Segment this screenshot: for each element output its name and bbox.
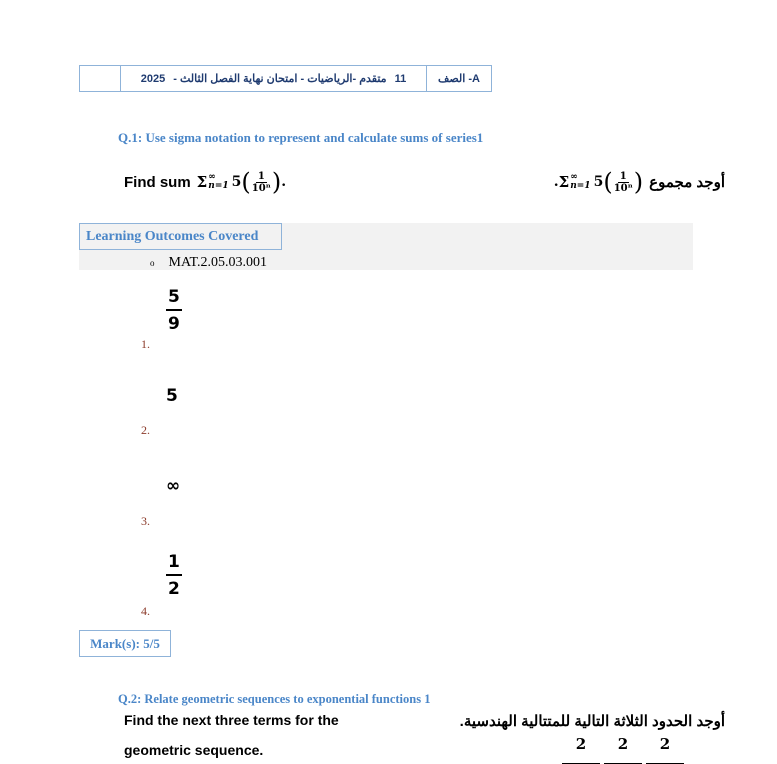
- q1-prompt-en: [124, 170, 286, 194]
- sigma-upper-ar: ∞: [570, 172, 578, 182]
- option-4-denominator: 2: [168, 579, 180, 599]
- sigma-symbol-ar: Σ: [558, 173, 570, 191]
- sigma-lower-ar: n=1: [570, 181, 591, 191]
- series-fraction-ar: [614, 171, 633, 194]
- q2-fraction-3: 2: [646, 735, 684, 764]
- header-title-cell: [121, 66, 427, 91]
- header-year: 2025: [140, 72, 166, 85]
- learning-outcome-item: [150, 255, 267, 271]
- option-1-value[interactable]: [166, 287, 182, 334]
- q1-sum-expression-en: [197, 170, 286, 194]
- q1-title: Q.1: Use sigma notation to represent and calculate sums of series1: [118, 130, 484, 145]
- bullet-circle: o: [150, 258, 155, 268]
- option-2-number: 2.: [141, 423, 150, 437]
- left-paren: (: [241, 168, 251, 196]
- option-2-value[interactable]: 5: [166, 386, 178, 406]
- q1-prompt-ar-text: أوجد مجموع: [649, 174, 725, 191]
- coefficient-ar: 5: [593, 174, 604, 190]
- q2-fraction-1: 2: [562, 735, 600, 764]
- marks-badge: Mark(s): 5/5: [79, 630, 171, 657]
- q1-prompt-en-text: Find sum: [124, 173, 191, 191]
- coefficient: 5: [231, 174, 242, 190]
- header-grade-number: 11: [394, 72, 407, 85]
- q2-prompt-en-line2: geometric sequence.: [124, 742, 264, 758]
- series-fraction: [252, 171, 271, 194]
- option-4-numerator: 1: [166, 552, 182, 576]
- option-1-number: 1.: [141, 337, 150, 351]
- header-grade-label: A- الصف: [437, 73, 480, 85]
- sigma-bounds-ar: [570, 173, 590, 191]
- header-exam-title: متقدم -الرياضيات - امتحان نهاية الفصل الثالث -: [173, 73, 387, 85]
- q2-fraction-2: 2: [604, 735, 642, 764]
- q1-end-en: .: [281, 174, 287, 190]
- sigma-lower: n=1: [208, 181, 229, 191]
- q2-prompt-ar: أوجد الحدود الثلاثة التالية للمتتالية الهندسية.: [459, 713, 725, 730]
- option-4-value[interactable]: [166, 552, 182, 599]
- q1-end-ar: .: [553, 174, 559, 190]
- learning-outcomes-title: Learning Outcomes Covered: [79, 223, 282, 250]
- sigma-symbol: Σ: [196, 173, 208, 191]
- fraction-denominator: 10ⁿ: [251, 182, 271, 194]
- option-1-numerator: 5: [166, 287, 182, 311]
- right-paren-ar: ): [633, 168, 644, 196]
- option-3-value[interactable]: ∞: [166, 476, 181, 496]
- sigma-upper: ∞: [208, 172, 216, 182]
- learning-outcome-code: MAT.2.05.03.001: [168, 255, 268, 270]
- option-1-denominator: 9: [168, 314, 180, 334]
- exam-header: [79, 65, 492, 92]
- q1-prompt-ar: [548, 170, 725, 194]
- option-4-number: 4.: [141, 604, 150, 618]
- fraction-denominator-ar: 10ⁿ: [613, 182, 633, 194]
- left-paren-ar: (: [603, 168, 613, 196]
- option-3-number: 3.: [141, 514, 150, 528]
- fraction-numerator: 1: [257, 170, 265, 182]
- q1-sum-expression-ar: [554, 170, 643, 194]
- header-blank-cell: [80, 66, 121, 91]
- right-paren: ): [271, 168, 282, 196]
- sigma-bounds: [208, 173, 228, 191]
- header-grade-cell: [427, 66, 491, 91]
- q2-prompt-en-line1: Find the next three terms for the: [124, 712, 339, 728]
- q2-title: Q.2: Relate geometric sequences to exponential functions 1: [118, 692, 431, 706]
- fraction-numerator-ar: 1: [619, 170, 627, 182]
